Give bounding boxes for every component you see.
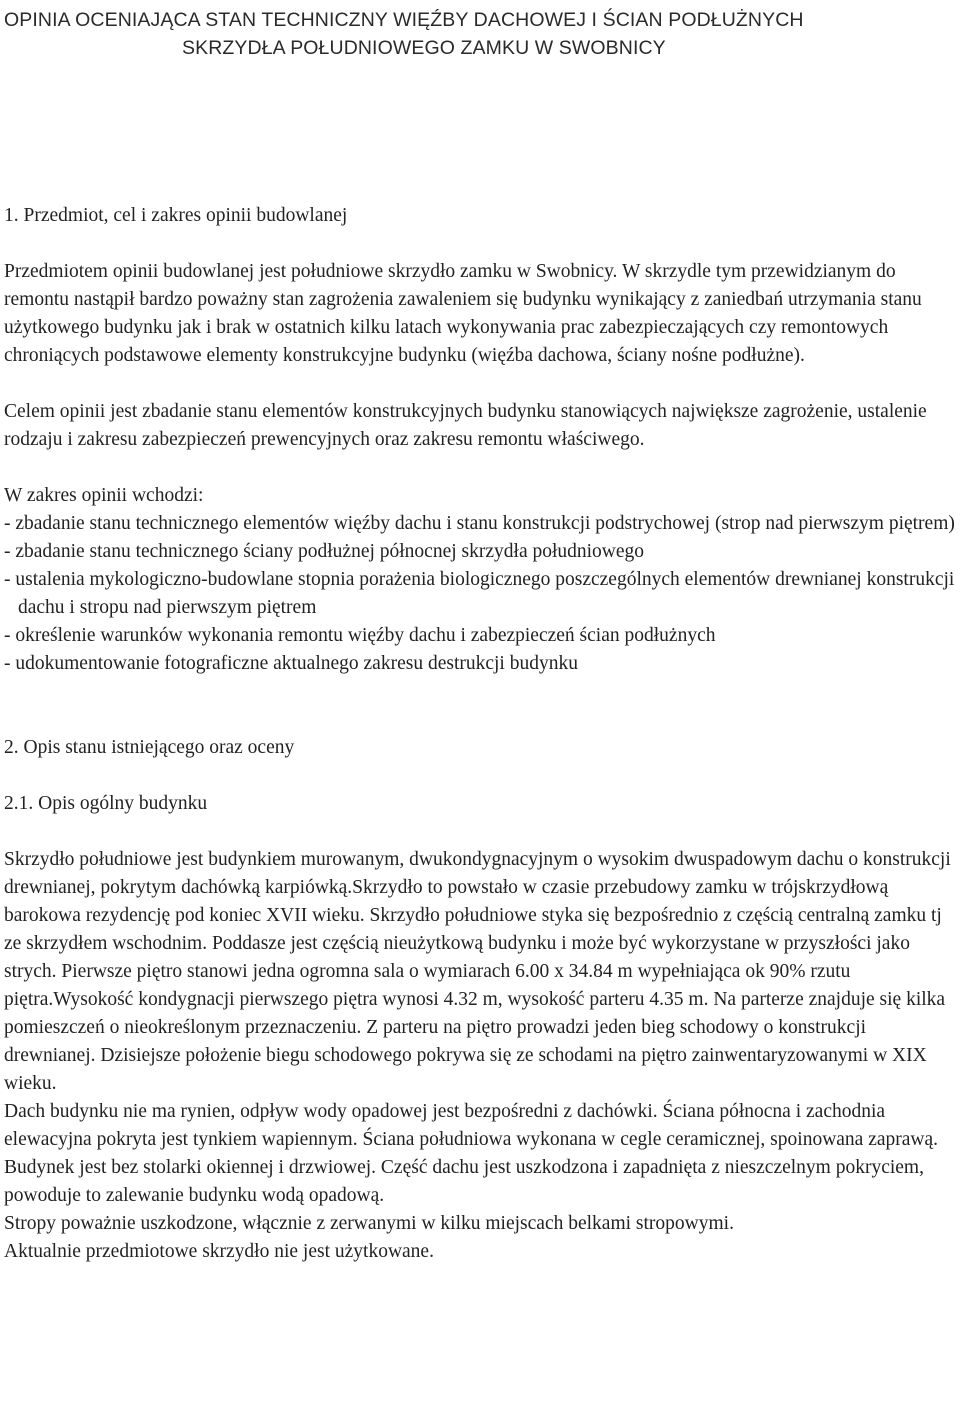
ceilings-paragraph: Stropy poważnie uszkodzone, włącznie z zerwanymi w kilku miejscach belkami stropowymi.	[4, 1213, 734, 1234]
roof-walls-paragraph: Dach budynku nie ma rynien, odpływ wody opadowej jest bezpośredni z dachówki. Ściana północna i zachodnia elewacyjna pokryta jest tynkiem wapiennym. Ściana południowa wykonana w cegle ceramicznej, spoinowana zaprawą.	[4, 1101, 939, 1150]
section-2-heading: 2. Opis stanu istniejącego oraz oceny	[4, 737, 295, 758]
scope-label: W zakres opinii wchodzi:	[4, 485, 204, 506]
scope-list	[4, 510, 960, 678]
document-page	[4, 0, 960, 1266]
usage-paragraph: Aktualnie przedmiotowe skrzydło nie jest użytkowane.	[4, 1241, 434, 1262]
scope-item: - udokumentowanie fotograficzne aktualnego zakresu destrukcji budynku	[4, 653, 578, 674]
section-1-heading: 1. Przedmiot, cel i zakres opinii budowlanej	[4, 205, 348, 226]
spacer	[4, 370, 960, 398]
joinery-paragraph: Budynek jest bez stolarki okiennej i drzwiowej. Część dachu jest uszkodzona i zapadnięta z nieszczelnym pokryciem, powoduje to zalewanie budynku wodą opadową.	[4, 1157, 924, 1206]
section-1-paragraph-goal: Celem opinii jest zbadanie stanu elementów konstrukcyjnych budynku stanowiących największe zagrożenie, ustalenie rodzaju i zakresu zabezpieczeń prewencyjnych oraz zakresu remontu właściwego.	[4, 401, 927, 450]
document-title-line2: SKRZYDŁA POŁUDNIOWEGO ZAMKU W SWOBNICY	[182, 37, 666, 59]
spacer	[4, 678, 960, 734]
spacer	[4, 230, 960, 258]
scope-item: - zbadanie stanu technicznego ściany podłużnej północnej skrzydła południowego	[4, 541, 645, 562]
scope-item: - ustalenia mykologiczno-budowlane stopnia porażenia biologicznego poszczególnych elementów drewnianej konstrukcji dachu i stropu nad pierwszym piętrem	[4, 569, 955, 618]
spacer	[4, 62, 960, 202]
scope-item: - określenie warunków wykonania remontu więźby dachu i zabezpieczeń ścian podłużnych	[4, 625, 716, 646]
building-description-paragraph: Skrzydło południowe jest budynkiem murowanym, dwukondygnacyjnym o wysokim dwuspadowym dachu o konstrukcji drewnianej, pokrytym dachówką karpiówką.Skrzydło to powstało w czasie przebudowy zamku w trójskrzydłową barokowa rezydencję pod koniec XVII wieku. Skrzydło południowe styka się bezpośrednio z częścią centralną zamku tj ze skrzydłem wschodnim. Poddasze jest częścią nieużytkową budynku i może być wykorzystane w przyszłości jako strych. Pierwsze piętro stanowi jedna ogromna sala o wymiarach 6.00 x 34.84 m wypełniająca ok 90% rzutu piętra.Wysokość kondygnacji pierwszego piętra wynosi 4.32 m, wysokość parteru 4.35 m. Na parterze znajduje się kilka pomieszczeń o nieokreślonym przeznaczeniu. Z parteru na piętro prowadzi jeden bieg schodowy o konstrukcji drewnianej. Dzisiejsze położenie biegu schodowego pokrywa się ze schodami na piętro zainwentaryzowanymi w XIX wieku.	[4, 849, 951, 1094]
section-2-1-heading: 2.1. Opis ogólny budynku	[4, 793, 208, 814]
document-title-line1: OPINIA OCENIAJĄCA STAN TECHNICZNY WIĘŹBY DACHOWEJ I ŚCIAN PODŁUŻNYCH	[4, 9, 804, 31]
section-1-paragraph-subject: Przedmiotem opinii budowlanej jest południowe skrzydło zamku w Swobnicy. W skrzydle tym przewidzianym do remontu nastąpił bardzo poważny stan zagrożenia zawaleniem się budynku wynikający z zaniedbań utrzymania stanu użytkowego budynku jak i brak w ostatnich kilku latach wykonywania prac zabezpieczających czy remontowych chroniących podstawowe elementy konstrukcyjne budynku (więźba dachowa, ściany nośne podłużne).	[4, 261, 922, 366]
document-title	[4, 6, 960, 62]
spacer	[4, 818, 960, 846]
spacer	[4, 762, 960, 790]
spacer	[4, 454, 960, 482]
scope-item: - zbadanie stanu technicznego elementów więźby dachu i stanu konstrukcji podstrychowej (strop nad pierwszym piętrem)	[4, 513, 955, 534]
